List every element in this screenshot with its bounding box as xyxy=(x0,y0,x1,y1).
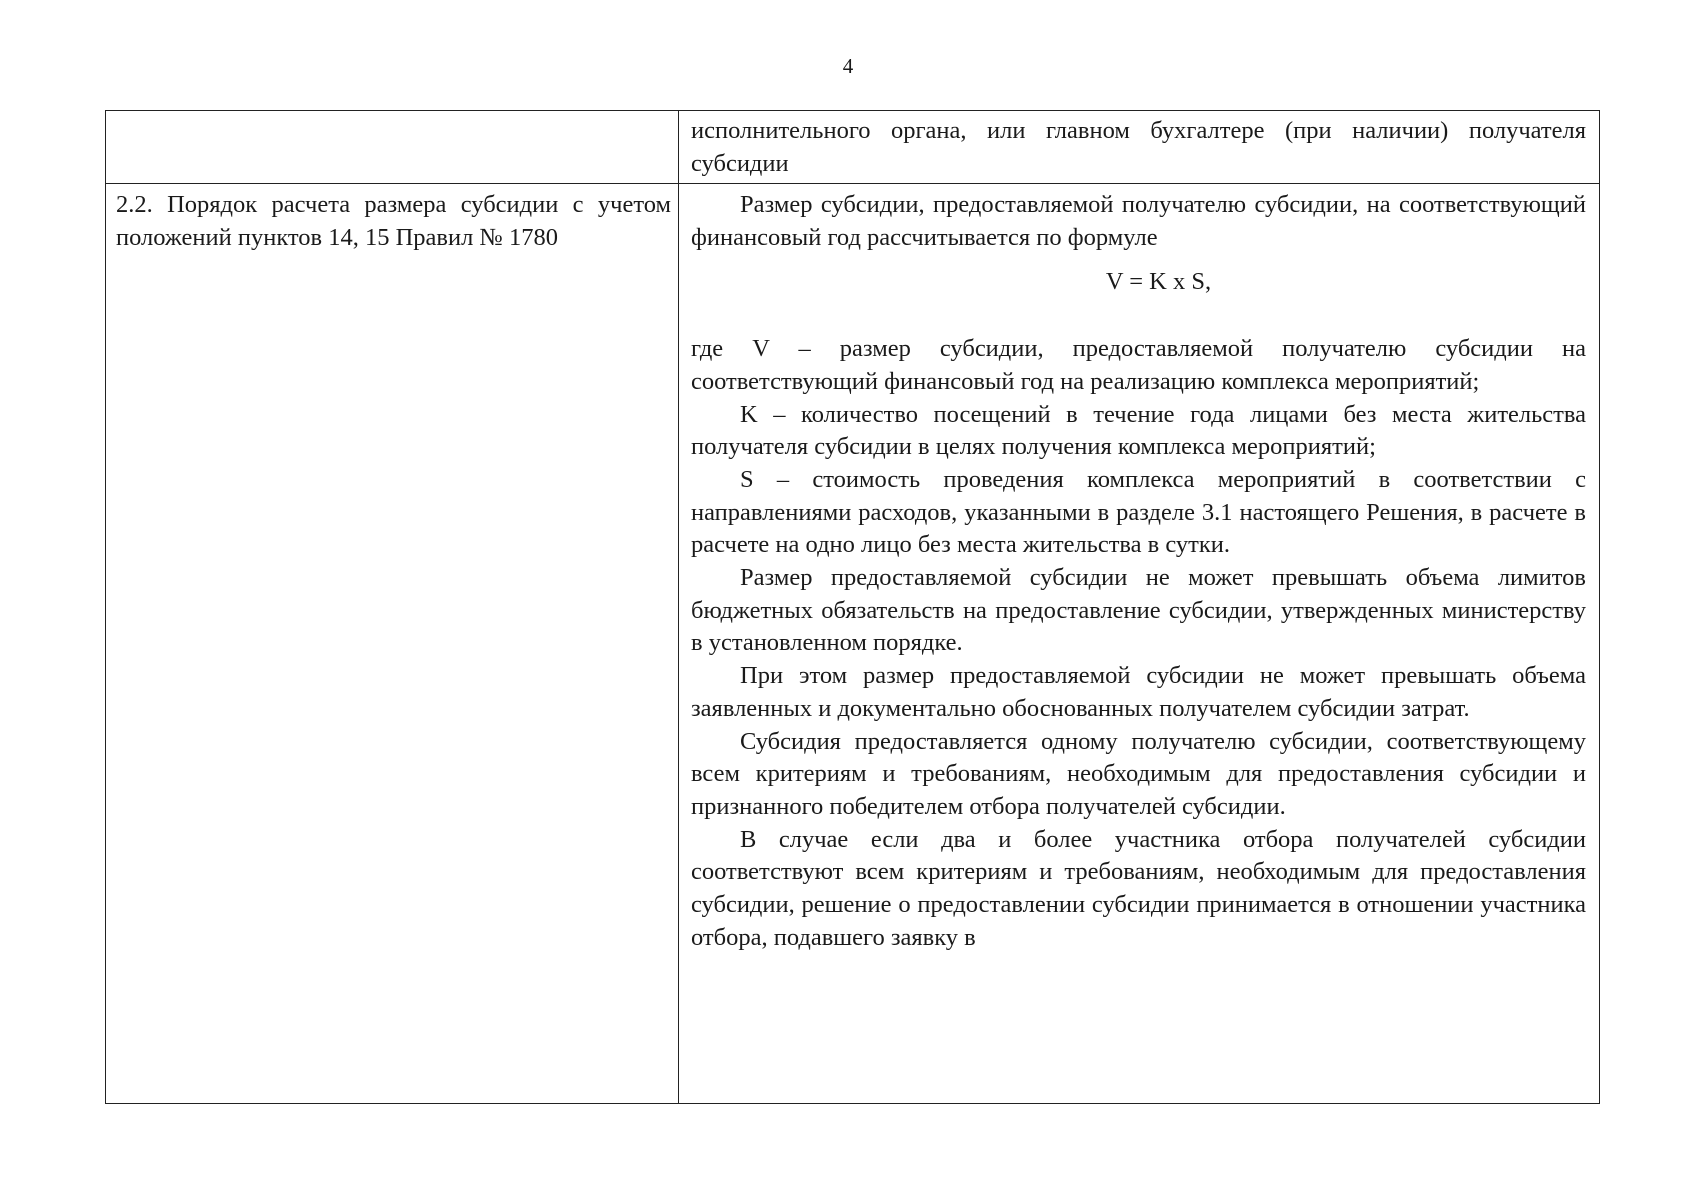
paragraph-limit: Размер предоставляемой субсидии не может превышать объема лимитов бюджетных обязательств на предоставление субсидии, утвержденных министерству в установленном порядке. xyxy=(691,564,1586,657)
paragraph-multiple-participants: В случае если два и более участника отбора получателей субсидии соответствуют всем критериям и требованиям, необходимым для предоставления субсидии, решение о предоставлении субсидии принимается в отношении участника отбора, подавшего заявку в xyxy=(691,825,1586,951)
table-cell-row2-right xyxy=(691,189,1586,1099)
section-heading: 2.2. Порядок расчета размера субсидии с учетом положений пунктов 14, 15 Правил № 1780 xyxy=(116,191,671,251)
definition-k: K – количество посещений в течение года лицами без места жительства получателя субсидии в целях получения комплекса мероприятий; xyxy=(691,400,1586,461)
page-number: 4 xyxy=(842,54,854,78)
paragraph-single-recipient: Субсидия предоставляется одному получателю субсидии, соответствующему всем критериям и требованиям, необходимым для предоставления субсидии и признанного победителем отбора получателей субсидии. xyxy=(691,727,1586,820)
table-cell-row1-right xyxy=(691,115,1586,180)
document-table xyxy=(105,110,1600,1104)
column-divider xyxy=(678,111,679,1103)
table-cell-row2-left xyxy=(116,189,671,254)
row-divider xyxy=(106,183,1599,184)
definition-v: где V – размер субсидии, предоставляемой получателю субсидии на соответствующий финансовый год на реализацию комплекса мероприятий; xyxy=(691,335,1586,395)
continued-text: исполнительного органа, или главном бухгалтере (при наличии) получателя субсидии xyxy=(691,117,1586,177)
formula: V = K x S, xyxy=(1105,268,1212,296)
definition-s: S – стоимость проведения комплекса мероприятий в соответствии с направлениями расходов, указанными в разделе 3.1 настоящего Решения, в расчете в расчете на одно лицо без места жительства в сутки. xyxy=(691,465,1586,559)
paragraph-costs: При этом размер предоставляемой субсидии не может превышать объема заявленных и документально обоснованных получателем субсидии затрат. xyxy=(691,662,1586,722)
intro-paragraph: Размер субсидии, предоставляемой получателю субсидии, на соответствующий финансовый год рассчитывается по формуле xyxy=(691,191,1586,251)
